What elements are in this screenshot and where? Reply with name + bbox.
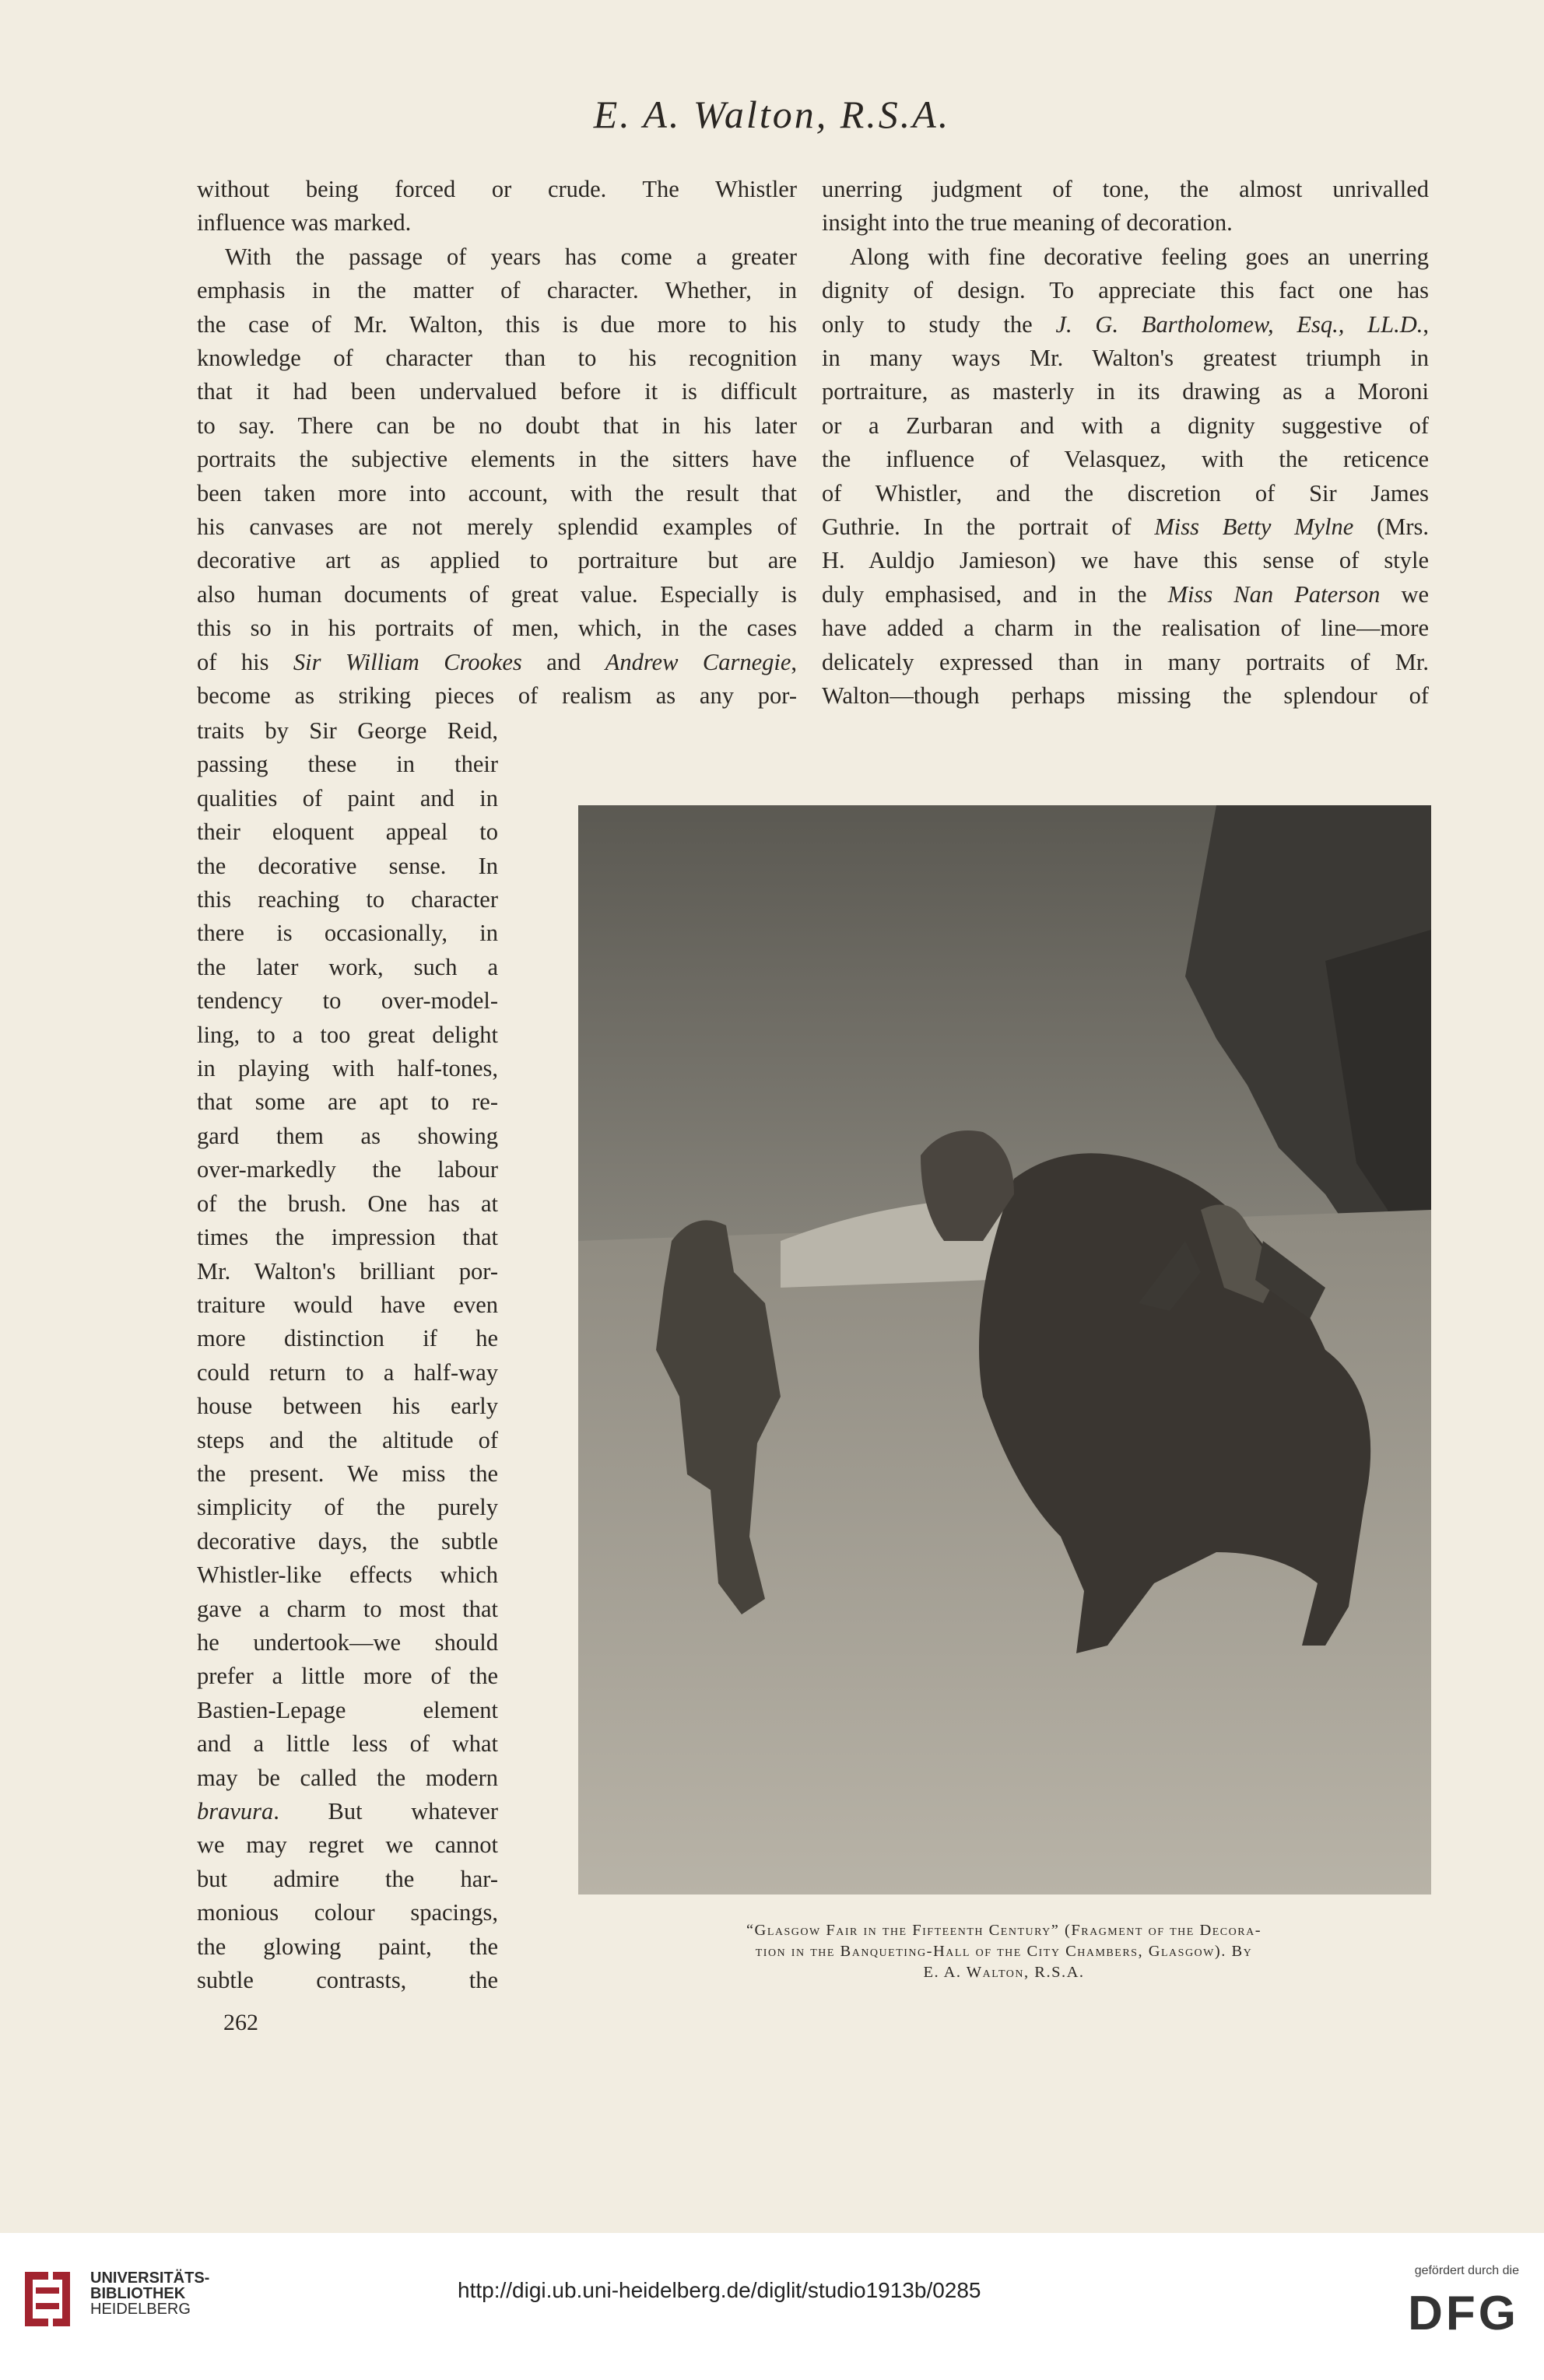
- text-line: Whistler-like effects which: [197, 1562, 498, 1589]
- permalink-url[interactable]: http://digi.ub.uni-heidelberg.de/diglit/studio1913b/0285: [458, 2278, 981, 2302]
- text-line: unerring judgment of tone, the almost unrivalled: [822, 176, 1429, 202]
- text-line: of Whistler, and the discretion of Sir James: [822, 479, 1429, 506]
- ub-heidelberg-logo-icon: [17, 2264, 78, 2336]
- portrait-title-bartholomew: J. G. Bartholomew, Esq., LL.D.: [1055, 310, 1423, 338]
- text-line: passing these in their: [197, 751, 498, 778]
- figure-caption: [576, 1920, 1432, 1983]
- text-line: steps and the altitude of: [197, 1426, 498, 1453]
- text-line: without being forced or crude. The Whistler: [197, 176, 797, 202]
- text-line: may be called the modern: [197, 1764, 498, 1791]
- text-line: portraits the subjective elements in the sitters have: [197, 446, 797, 473]
- text-line: been taken more into account, with the result that: [197, 479, 797, 506]
- text-line: knowledge of character than to his recognition: [197, 345, 797, 372]
- portrait-title-mylne: Miss Betty Mylne: [1154, 514, 1354, 541]
- text-line: Bastien-Lepage element: [197, 1696, 498, 1723]
- text-fragment: and: [521, 648, 605, 675]
- library-name: [90, 2270, 209, 2317]
- text-line: With the passage of years has come a greater: [225, 243, 797, 270]
- text-fragment: ,: [791, 648, 798, 675]
- text-line: monious colour spacings,: [197, 1899, 498, 1926]
- text-fragment: (Mrs.: [1353, 514, 1429, 541]
- running-header: E. A. Walton, R.S.A.: [593, 93, 951, 136]
- text-line: in playing with half-tones,: [197, 1055, 498, 1082]
- text-line: insight into the true meaning of decoration.: [822, 209, 1233, 237]
- library-line: HEIDELBERG: [90, 2301, 191, 2318]
- text-line: [197, 646, 797, 679]
- text-line: to say. There can be no doubt that in his later: [197, 412, 797, 439]
- text-line: more distinction if he: [197, 1325, 498, 1352]
- text-line: decorative days, the subtle: [197, 1527, 498, 1555]
- painting-illustration: [578, 805, 1431, 1895]
- text-fragment: of his: [197, 648, 293, 675]
- text-line: also human documents of great value. Especially is: [197, 580, 797, 608]
- text-line: the glowing paint, the: [197, 1933, 498, 1960]
- text-line: Along with fine decorative feeling goes an unerring: [850, 243, 1429, 270]
- text-line: subtle contrasts, the: [197, 1967, 498, 1994]
- text-line: [822, 308, 1429, 342]
- text-line: and a little less of what: [197, 1730, 498, 1758]
- text-line: of the brush. One has at: [197, 1190, 498, 1217]
- text-line: [822, 578, 1429, 612]
- page-number: 262: [223, 2010, 258, 2035]
- text-line: prefer a little more of the: [197, 1663, 498, 1690]
- text-line: the influence of Velasquez, with the reticence: [822, 446, 1429, 473]
- text-line: that it had been undervalued before it is difficult: [197, 378, 797, 405]
- sponsor-logo: DFG: [1408, 2287, 1519, 2340]
- text-line: gard them as showing: [197, 1122, 498, 1149]
- text-line: Mr. Walton's brilliant por-: [197, 1257, 498, 1285]
- text-line: traiture would have even: [197, 1291, 498, 1318]
- text-line: or a Zurbaran and with a dignity suggestive of: [822, 412, 1429, 439]
- text-line: the case of Mr. Walton, this is due more to his: [197, 310, 797, 338]
- text-line: emphasis in the matter of character. Whether, in: [197, 277, 797, 304]
- text-line: delicately expressed than in many portraits of Mr.: [822, 648, 1429, 675]
- text-line: qualities of paint and in: [197, 784, 498, 811]
- portrait-title-crookes: Sir William Crookes: [293, 648, 522, 675]
- text-fragment: we: [1380, 580, 1430, 608]
- library-line: UNIVERSITÄTS-: [90, 2270, 210, 2287]
- caption-line: “Glasgow Fair in the Fifteenth Century” (Fragment of the Decora-: [746, 1922, 1262, 1939]
- caption-line: tion in the Banqueting-Hall of the City Chambers, Glasgow). By: [755, 1943, 1253, 1960]
- text-line: times the impression that: [197, 1224, 498, 1251]
- italic-word-bravura: bravura: [197, 1798, 274, 1824]
- text-fragment: Guthrie. In the portrait of: [822, 514, 1155, 541]
- text-line: the present. We miss the: [197, 1460, 498, 1487]
- text-line: the later work, such a: [197, 953, 498, 980]
- text-line: ling, to a too great delight: [197, 1021, 498, 1048]
- text-line: [822, 510, 1429, 544]
- text-line: this reaching to character: [197, 886, 498, 913]
- text-line: tendency to over-model-: [197, 987, 498, 1015]
- text-line: their eloquent appeal to: [197, 818, 498, 846]
- text-line: have added a charm in the realisation of line—more: [822, 615, 1429, 642]
- text-line: his canvases are not merely splendid examples of: [197, 514, 797, 541]
- text-line: influence was marked.: [197, 209, 412, 237]
- right-column-top: [822, 173, 1429, 713]
- text-line: H. Auldjo Jamieson) we have this sense of style: [822, 547, 1429, 574]
- text-line: simplicity of the purely: [197, 1494, 498, 1521]
- library-line: BIBLIOTHEK: [90, 2285, 186, 2302]
- caption-line: E. A. Walton, R.S.A.: [923, 1964, 1085, 1981]
- text-line: become as striking pieces of realism as any por-: [197, 682, 797, 710]
- text-line: traits by Sir George Reid,: [197, 717, 498, 744]
- text-line: the decorative sense. In: [197, 852, 498, 879]
- text-fragment: . But whatever: [273, 1798, 498, 1824]
- text-line: but admire the har-: [197, 1865, 498, 1892]
- left-column-top: [197, 173, 797, 713]
- text-fragment: duly emphasised, and in the: [822, 580, 1168, 608]
- painting-plate: [578, 805, 1431, 1895]
- text-line: Walton—though perhaps missing the splendour of: [822, 682, 1429, 710]
- sponsor-note: gefördert durch die: [1414, 2264, 1519, 2277]
- text-line: he undertook—we should: [197, 1628, 498, 1656]
- text-line: that some are apt to re-: [197, 1088, 498, 1116]
- text-line: decorative art as applied to portraiture but are: [197, 547, 797, 574]
- portrait-title-carnegie: Andrew Carnegie: [605, 648, 791, 675]
- text-fragment: ,: [1423, 310, 1429, 338]
- text-line: could return to a half-way: [197, 1358, 498, 1386]
- text-line: [197, 1795, 498, 1828]
- portrait-title-paterson: Miss Nan Paterson: [1167, 580, 1381, 608]
- text-fragment: only to study the: [822, 310, 1056, 338]
- text-line: dignity of design. To appreciate this fact one has: [822, 277, 1429, 304]
- text-line: portraiture, as masterly in its drawing as a Moroni: [822, 378, 1429, 405]
- text-line: gave a charm to most that: [197, 1595, 498, 1622]
- text-line: in many ways Mr. Walton's greatest triumph in: [822, 345, 1429, 372]
- text-line: house between his early: [197, 1393, 498, 1420]
- text-line: this so in his portraits of men, which, in the cases: [197, 615, 797, 642]
- left-column-narrow: [197, 714, 498, 1997]
- text-line: over-markedly the labour: [197, 1156, 498, 1183]
- text-line: we may regret we cannot: [197, 1831, 498, 1859]
- digitization-footer: [0, 2233, 1544, 2380]
- text-line: there is occasionally, in: [197, 920, 498, 947]
